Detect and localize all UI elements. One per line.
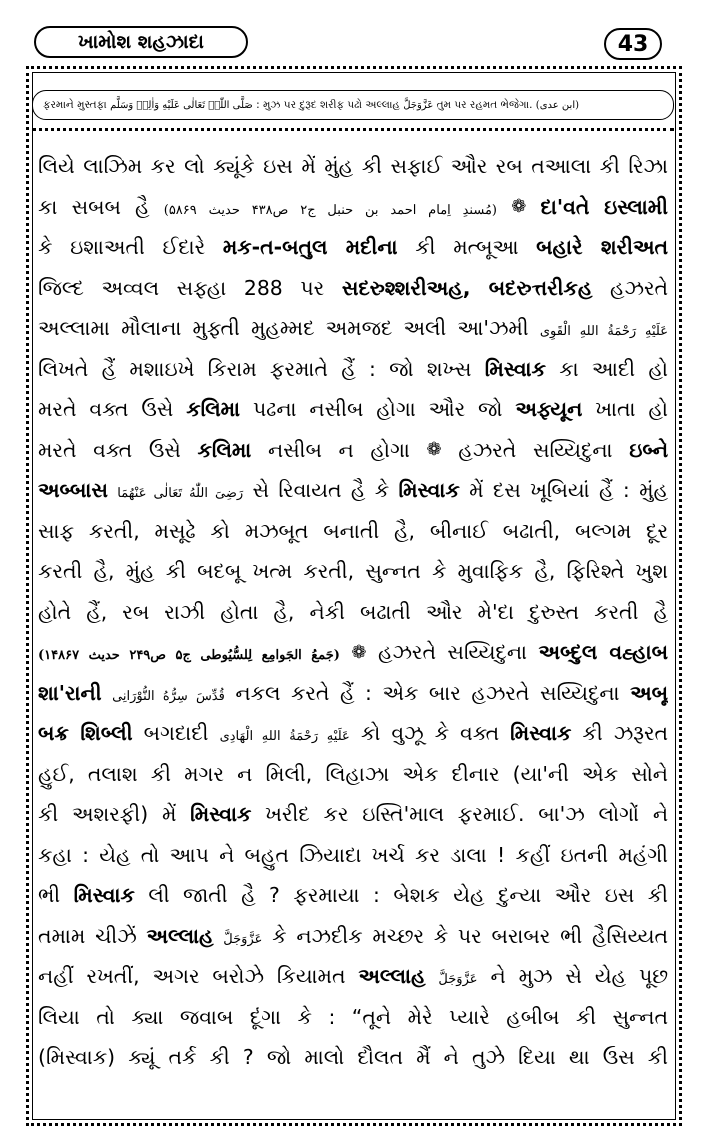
banner-prefix: ફરમાને મુસ્તફા xyxy=(43,98,107,111)
banner-arabic-salutation: صَلَّی اللّٰہُ تَعَالٰی عَلَيْهِ وَاٰلِهٖ وَسَلَّم xyxy=(110,99,253,111)
text-line: (મિસ્વાક) ક્યૂં તર્ક કી ? જો માલો દૌલત મૈં ને તુઝે દિયા થા ઉસ કી xyxy=(38,1045,668,1069)
text-line: શા'રાની قُدِّسَ سِرُّهُ النُّوْرَانِى નકલ કરતે હૈં : એક બાર હઝરતે સય્યિદુના અબૂ xyxy=(38,680,668,705)
text-line: લિયા તો ક્યા જવાબ દૂંગા કે : “તૂને મેરે પ્યારે હબીબ કી સુન્નત xyxy=(38,1004,668,1029)
text-line: બક્ર શિબ્લી બગદાદી عَلَيْهِ رَحْمَةُ اللهِ الْهَادِى કો વુઝૂ કે વક્ત મિસ્વાક કી ઝરૂરત xyxy=(38,721,668,745)
banner-text-2: તુમ પર રહમત ભેજેગા. xyxy=(436,98,533,111)
text-line: અલ્લામા મૌલાના મુફ્તી મુહમ્મદ અમજદ અલી આ'ઝમી عَلَيْهِ رَحْمَةُ اللهِ الْقَوِى xyxy=(38,316,668,340)
text-line: કી અશરફી) મેં મિસ્વાક ખરીદ કર ઇસ્તિ'માલ ફરમાઈ. બા'ઝ લોગોં ને xyxy=(38,802,668,826)
text-line: હુઈ, તલાશ કી મગર ન મિલી, લિહાઝા એક દીનાર (યા'ની એક સોને xyxy=(38,761,668,786)
body-text xyxy=(38,146,668,1078)
text-line: ભી મિસ્વાક લી જાતી હૈ ? ફરમાયા : બેશક યેહ દુન્યા ઔર ઇસ કી xyxy=(38,883,668,907)
text-line: કરતી હૈ, મુંહ કી બદબૂ ખત્મ કરતી, સુન્નત કે મુવાફિક હૈ, ફિરિશ્તે ખુશ xyxy=(38,559,668,583)
text-line: લિયે લાઝિમ કર લો ક્યૂંકે ઇસ મેં મુંહ કી સફાઈ ઔર રબ તઆલા કી રિઝા xyxy=(38,154,668,178)
separator xyxy=(32,128,674,131)
text-line: સાફ કરતી, મસૂઢે કો મઝબૂત બનાતી હૈ, બીનાઈ બઢાતી, બલ્ગમ દૂર xyxy=(38,518,668,543)
page-number: 43 xyxy=(604,28,662,60)
banner-arabic-azza: عَزَّوَجَلَّ xyxy=(403,99,434,111)
flower-icon: ❁ xyxy=(351,641,367,663)
text-line: મરતે વક્ત ઉસે કલિમા પઢના નસીબ હોગા ઔર જો અફ્યૂન ખાતા હો xyxy=(38,397,668,421)
banner-source: (ابن عدی) xyxy=(535,99,580,111)
text-line: લિખતે હૈં મશાઇખે કિરામ ફરમાતે હૈં : જો શખ્સ મિસ્વાક કા આદી હો xyxy=(38,356,668,381)
text-line: અબ્બાસ رَضِىَ اللّٰهُ تَعَالٰى عَنْهُمَا સે રિવાયત હૈ કે મિસ્વાક મેં દસ ખૂબિયાં હૈં : મુંહ xyxy=(38,478,668,502)
text-line: મરતે વક્ત ઉસે કલિમા નસીબ ન હોગા ❁ હઝરતે સય્યિદુના ઇબ્ને xyxy=(38,430,668,471)
flower-icon: ❁ xyxy=(511,196,527,218)
text-line: કે ઇશાઅતી ઈદારે મક-ત-બતુલ મદીના કી મત્બૂઆ બહારે શરીઅત xyxy=(38,235,668,259)
text-line: જિલ્દ અવ્વલ સફ્હા 288 પર સદરુશ્શરીઅહ, બદરુત્તરીકહ હઝરતે xyxy=(38,275,668,300)
text-line: કા સબબ હૈ (مُسندِ اِمام احمد بن حنبل ج۲ ص۴۳۸ حدیث ۵۸۶۹) ❁ દા'વતે ઇસ્લામી xyxy=(38,187,668,228)
hadith-banner xyxy=(32,90,674,120)
text-line: તમામ ચીઝેં અલ્લાહ عَزَّوَجَلَّ કે નઝદીક મચ્છર કે પર બરાબર ભી હૈસિય્યત xyxy=(38,923,668,948)
book-title: ખામોશ શહઝાદા xyxy=(34,26,248,58)
text-line: (جَمعُ الجَوامِع لِلسُّیُوطی ج۵ ص۲۴۹ حدیث ۱۴۸۶۷) ❁ હઝરતે સય્યિદુના અબ્દુલ વહ્હાબ xyxy=(38,632,668,673)
text-line: નહીં રખતીં, અગર બરોઝે કિયામત અલ્લાહ عَزَّوَجَلَّ ને મુઝ સે યેહ પૂછ xyxy=(38,964,668,988)
text-line: કહા : યેહ તો આપ ને બહુત ઝિયાદા ખર્ચ કર ડાલા ! કહીં ઇતની મહંગી xyxy=(38,842,668,867)
text-line: હોતે હૈં, રબ રાઝી હોતા હૈ, નેકી બઢાતી ઔર મે'દા દુરુસ્ત કરતી હૈ xyxy=(38,599,668,624)
flower-icon: ❁ xyxy=(426,439,442,461)
banner-text: : મુઝ પર દુરૂદ શરીફ પઢો અલ્લાહ xyxy=(256,98,400,111)
